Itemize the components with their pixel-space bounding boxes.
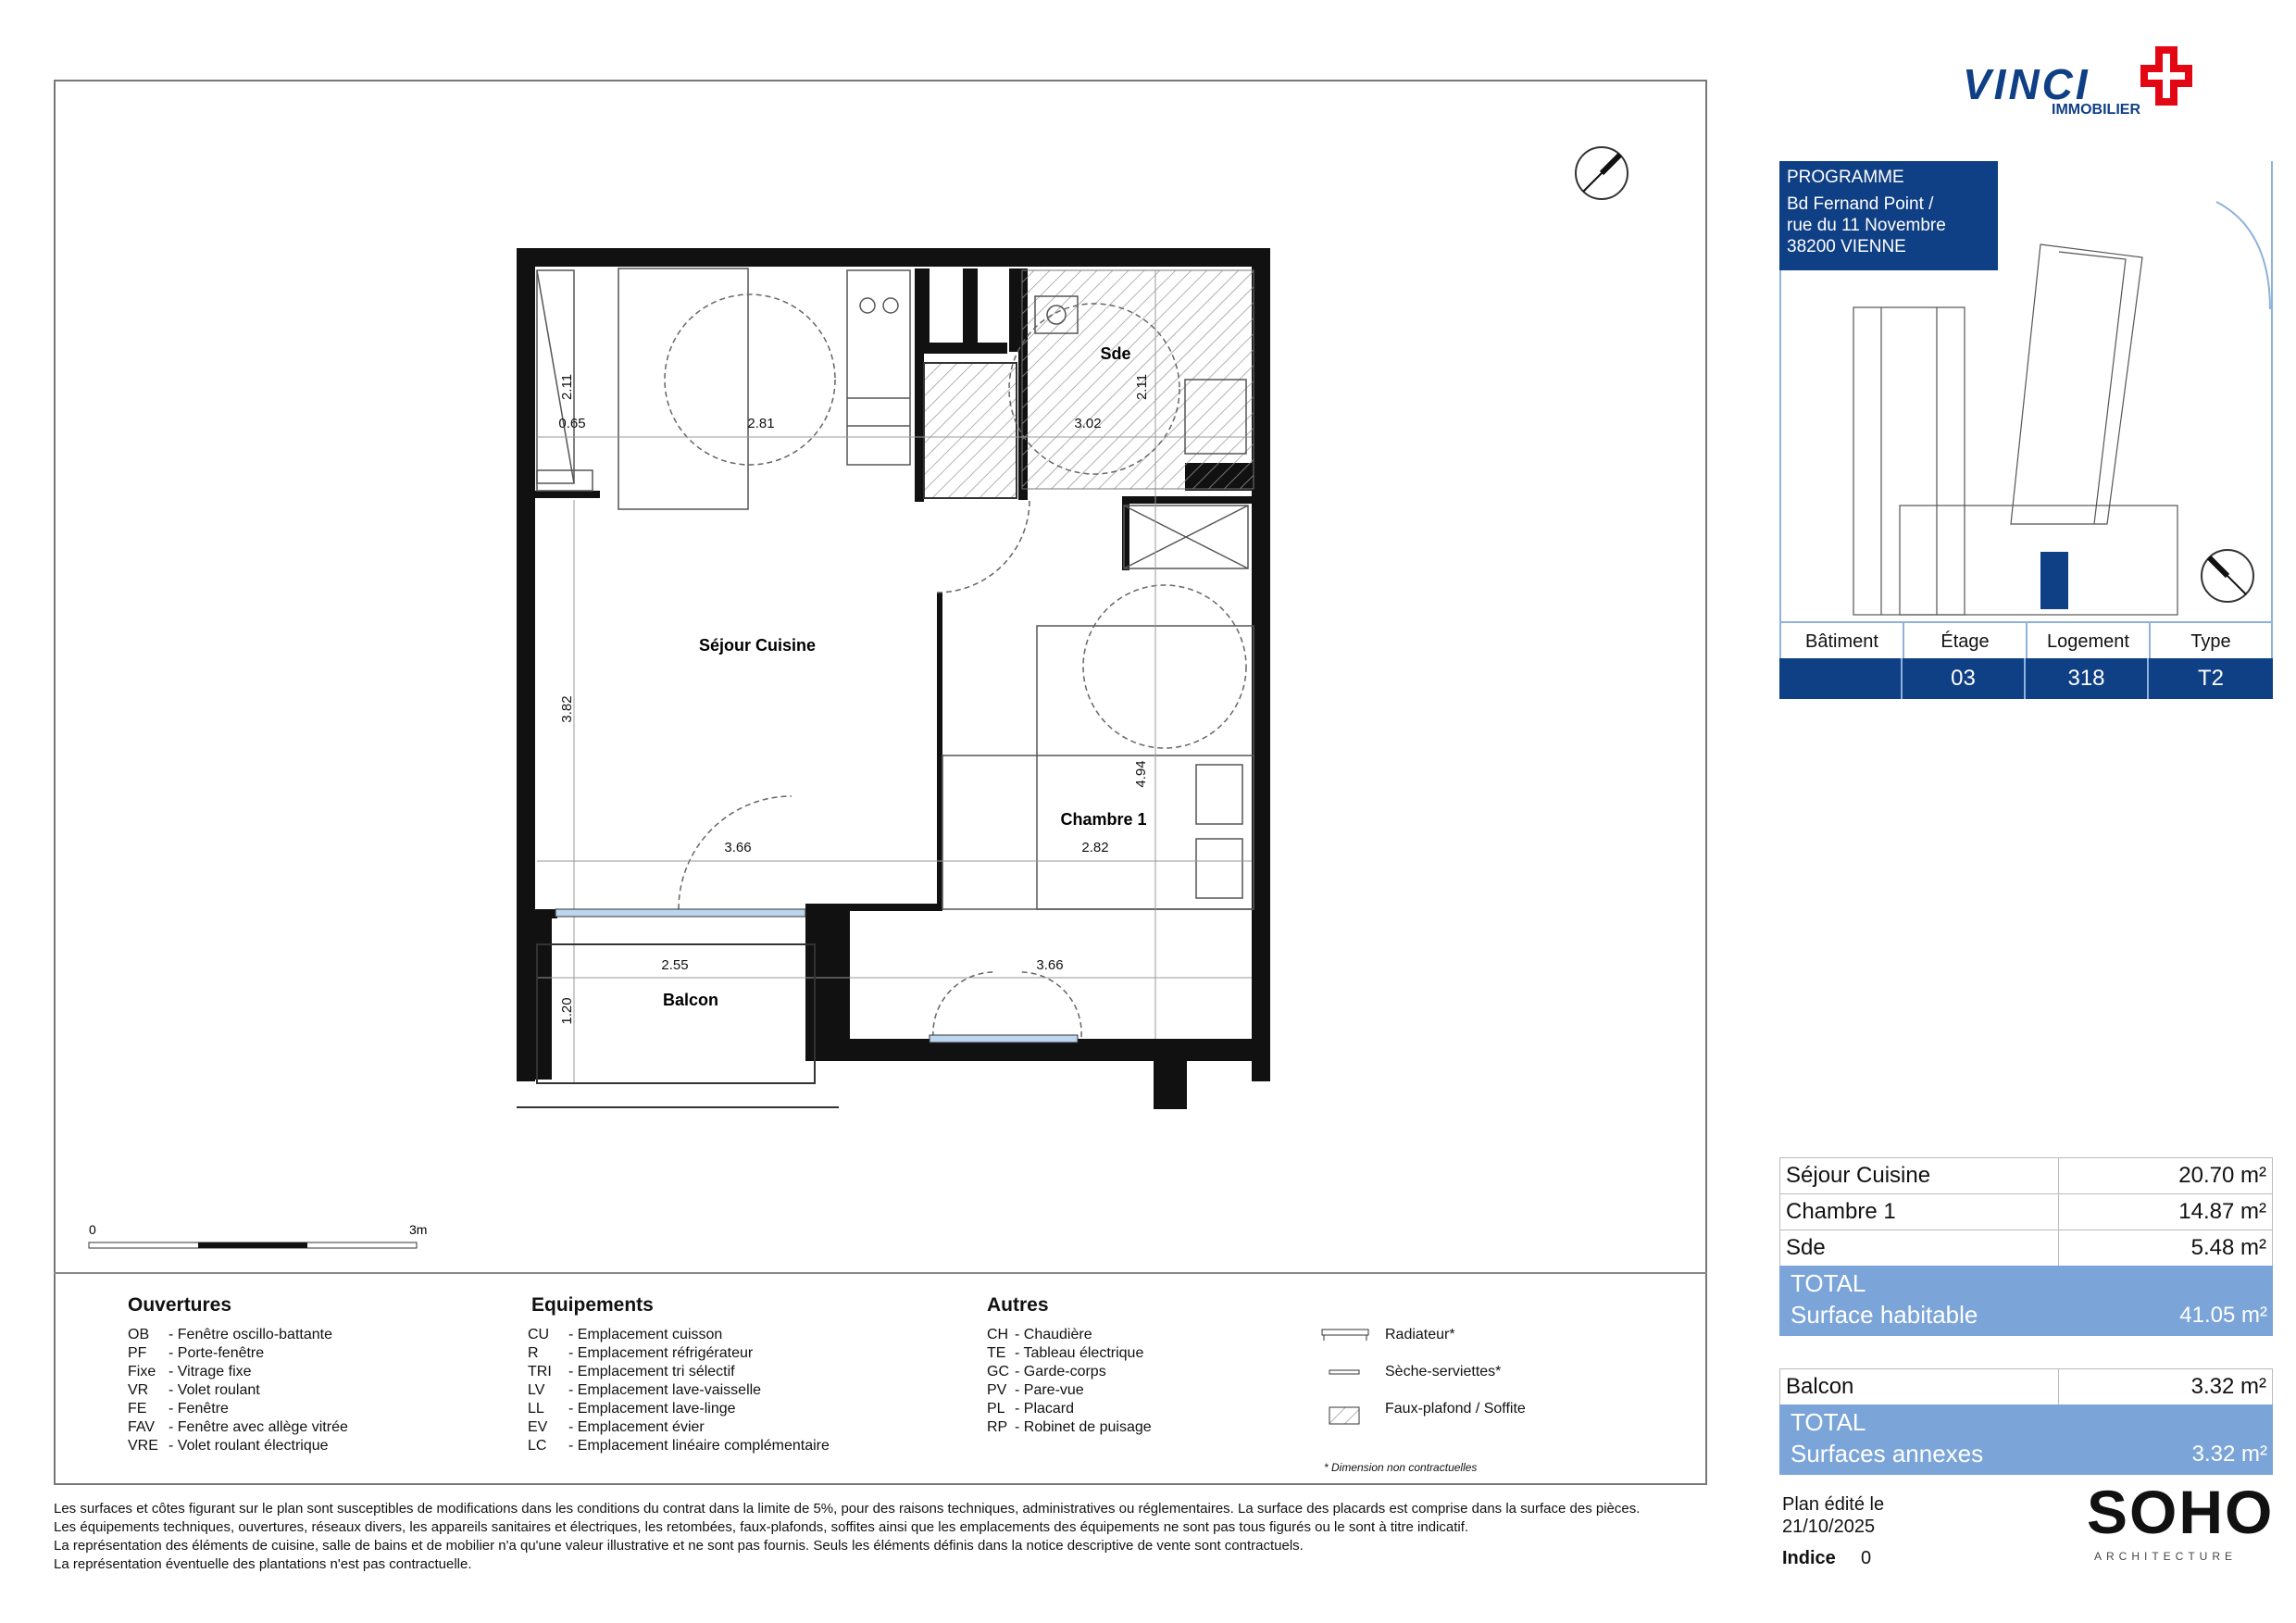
total-annexes — [1779, 1405, 2273, 1475]
total-annexes-label-1: TOTAL — [1791, 1408, 1866, 1436]
legend-item-code: TRI — [528, 1364, 552, 1380]
legend-item-label: - Emplacement évier — [568, 1419, 705, 1435]
radiateur-icon — [1322, 1330, 1368, 1341]
legend-item — [987, 1381, 1152, 1400]
dim-label: 2.81 — [747, 416, 775, 431]
header-logement: Logement — [2026, 621, 2151, 658]
dim-label: 3.66 — [724, 840, 752, 855]
legend-item-label: - Garde-corps — [1015, 1364, 1106, 1380]
dim-label: 2.11 — [559, 373, 575, 401]
dim-label: 0.65 — [558, 416, 586, 431]
info-table-header — [1779, 621, 2273, 658]
legend-item-label: - Chaudière — [1015, 1327, 1092, 1342]
vinci-plus-icon — [2139, 46, 2192, 115]
surface-row — [1779, 1230, 2273, 1266]
legend-item-code: VR — [128, 1382, 149, 1398]
legend-symbols — [1318, 1324, 1383, 1426]
faux-plafond-icon — [1329, 1407, 1359, 1424]
value-batiment — [1779, 658, 1903, 699]
legend-item-code: LV — [528, 1382, 545, 1398]
value-etage: 03 — [1903, 658, 2026, 699]
surface-value: 3.32 m² — [2190, 1374, 2266, 1399]
legend-item-code: CU — [528, 1327, 550, 1342]
surface-value: 20.70 m² — [2178, 1163, 2266, 1188]
programme-address-1: Bd Fernand Point / — [1787, 194, 1934, 214]
total-annexes-label-2: Surfaces annexes — [1791, 1440, 1984, 1467]
total-habitable-value: 41.05 m² — [2179, 1303, 2267, 1328]
legend-item — [987, 1344, 1152, 1363]
value-logement: 318 — [2026, 658, 2149, 699]
surface-name: Sde — [1780, 1230, 2059, 1266]
legend-item — [528, 1381, 830, 1400]
room-chambre: Chambre 1 — [1060, 810, 1147, 829]
room-sde: Sde — [1100, 344, 1131, 363]
surfaces-annexes-table — [1779, 1368, 2273, 1475]
legend-equipements-list — [528, 1326, 830, 1455]
legend-item-label: - Emplacement réfrigérateur — [568, 1345, 754, 1361]
legend-item-label: - Emplacement lave-linge — [568, 1401, 736, 1417]
legend-item-code: R — [528, 1345, 539, 1361]
legend-note: * Dimension non contractuelles — [1324, 1461, 1478, 1474]
legend-item-code: FAV — [128, 1419, 156, 1435]
surface-row — [1779, 1193, 2273, 1230]
surface-row — [1779, 1157, 2273, 1193]
legend-item-code: PV — [987, 1382, 1007, 1398]
legend-item — [987, 1363, 1152, 1381]
surface-row — [1779, 1368, 2273, 1405]
legend-item-label: - Vitrage fixe — [168, 1364, 252, 1380]
surface-value: 5.48 m² — [2190, 1235, 2266, 1260]
disclaimer-4: La représentation éventuelle des plantations n'est pas contractuelle. — [54, 1556, 472, 1572]
legend-item — [987, 1326, 1152, 1344]
surface-name: Chambre 1 — [1780, 1194, 2059, 1230]
legend-item-label: - Emplacement linéaire complémentaire — [568, 1438, 830, 1454]
legend-item-label: - Placard — [1015, 1401, 1075, 1417]
legend-autres-title: Autres — [987, 1294, 1049, 1316]
scale-start: 0 — [89, 1222, 96, 1237]
surface-name: Séjour Cuisine — [1780, 1158, 2059, 1193]
dim-label: 3.02 — [1074, 416, 1102, 431]
edited-label: Plan édité le — [1782, 1494, 1885, 1515]
legend-autres-list — [987, 1326, 1152, 1437]
legend-item-label: - Volet roulant — [168, 1382, 260, 1398]
legend-item — [128, 1400, 348, 1418]
info-table — [1779, 621, 2273, 699]
legend-item-label: - Emplacement tri sélectif — [568, 1364, 735, 1380]
vinci-logo-sub: IMMOBILIER — [2052, 102, 2140, 118]
legend-item-code: RP — [987, 1419, 1008, 1435]
legend-item-code: LC — [528, 1438, 547, 1454]
indice-value: 0 — [1861, 1548, 1872, 1568]
legend-item-code: EV — [528, 1419, 548, 1435]
legend-item-code: FE — [128, 1401, 147, 1417]
legend-item-label: - Fenêtre avec allège vitrée — [168, 1419, 348, 1435]
header-batiment: Bâtiment — [1779, 621, 1904, 658]
legend-item — [128, 1344, 348, 1363]
legend-seche: Sèche-serviettes* — [1385, 1364, 1502, 1380]
north-arrow-icon — [1576, 147, 1628, 199]
legend-item-label: - Volet roulant électrique — [168, 1438, 329, 1454]
legend-item-code: GC — [987, 1364, 1009, 1380]
programme-address-2: rue du 11 Novembre — [1787, 216, 1946, 235]
legend-item-code: TE — [987, 1345, 1006, 1361]
site-unit-highlight — [2040, 552, 2068, 609]
surfaces-habitable-table — [1779, 1157, 2273, 1336]
legend-item-code: Fixe — [128, 1364, 156, 1380]
legend-item-code: PF — [128, 1345, 147, 1361]
legend-item — [128, 1381, 348, 1400]
legend-item-code: OB — [128, 1327, 150, 1342]
dim-label: 1.20 — [559, 997, 575, 1025]
seche-serviettes-icon — [1329, 1370, 1359, 1374]
legend-ouvertures-title: Ouvertures — [128, 1294, 232, 1316]
value-type: T2 — [2149, 658, 2273, 699]
disclaimer-2: Les équipements techniques, ouvertures, réseaux divers, les appareils sanitaires et électriques, les retombées, faux-plafonds, soffites ainsi que les emplacements des équipements ne sont pas tous figurés ou le sont à titre indicatif. — [54, 1519, 1469, 1535]
dim-label: 4.94 — [1133, 760, 1149, 788]
legend-item-label: - Fenêtre oscillo-battante — [168, 1327, 332, 1342]
legend-equipements-title: Equipements — [531, 1294, 654, 1316]
legend-item-code: PL — [987, 1401, 1005, 1417]
legend-item-label: - Tableau électrique — [1015, 1345, 1144, 1361]
indice-label: Indice — [1782, 1548, 1836, 1568]
legend-item — [128, 1363, 348, 1381]
shower — [924, 363, 1017, 498]
legend-item — [528, 1344, 830, 1363]
legend-item-label: - Emplacement cuisson — [568, 1327, 723, 1342]
edited-date: 21/10/2025 — [1782, 1517, 1876, 1537]
legend-item — [128, 1437, 348, 1455]
legend-item — [987, 1400, 1152, 1418]
vinci-logo — [1963, 59, 2140, 118]
legend-item — [528, 1437, 830, 1455]
legend-item-code: CH — [987, 1327, 1009, 1342]
legend-radiateur: Radiateur* — [1385, 1327, 1455, 1342]
room-sejour: Séjour Cuisine — [698, 636, 817, 655]
soho-logo-sub: ARCHITECTURE — [2094, 1550, 2238, 1563]
header-etage: Étage — [1903, 621, 2028, 658]
legend-item-code: VRE — [128, 1438, 158, 1454]
legend-item-code: LL — [528, 1401, 544, 1417]
surface-value: 14.87 m² — [2178, 1199, 2266, 1224]
legend-item — [528, 1326, 830, 1344]
legend-item — [987, 1418, 1152, 1437]
disclaimer-1: Les surfaces et côtes figurant sur le plan sont susceptibles de modifications dans les conditions du contrat dans la limite de 5%, pour des raisons techniques, administratives ou réglementaires. La surface des placards est comprise dans la surface des pièces. — [54, 1501, 1641, 1517]
info-table-values — [1779, 658, 2273, 699]
legend-item-label: - Pare-vue — [1015, 1382, 1084, 1398]
legend-item — [528, 1363, 830, 1381]
programme-heading: PROGRAMME — [1787, 168, 1904, 187]
total-annexes-value: 3.32 m² — [2191, 1442, 2267, 1467]
legend-item-label: - Robinet de puisage — [1015, 1419, 1152, 1435]
soho-logo: SOHO — [2087, 1478, 2275, 1546]
disclaimer-3: La représentation des éléments de cuisine, salle de bains et de mobilier n'a qu'une valeur illustrative et ne sont pas fournis. Seuls les éléments définis dans la notice descriptive de vente sont contractuels. — [54, 1538, 1304, 1554]
legend-item — [128, 1418, 348, 1437]
total-habitable-label-1: TOTAL — [1791, 1269, 1866, 1297]
surface-name: Balcon — [1780, 1369, 2059, 1405]
legend-ouvertures-list — [128, 1326, 348, 1455]
room-balcon: Balcon — [662, 991, 719, 1009]
dim-label: 3.66 — [1036, 957, 1064, 973]
dim-label: 2.82 — [1081, 840, 1109, 855]
programme-box — [1779, 161, 1998, 270]
legend-faux-plafond: Faux-plafond / Soffite — [1385, 1401, 1526, 1417]
vinci-logo-text: VINCI — [1963, 60, 2090, 108]
programme-address-3: 38200 VIENNE — [1787, 237, 1906, 256]
legend-item-label: - Emplacement lave-vaisselle — [568, 1382, 762, 1398]
dim-label: 2.55 — [661, 957, 689, 973]
legend-item — [528, 1418, 830, 1437]
header-type: Type — [2149, 621, 2273, 658]
site-north-arrow-icon — [2202, 550, 2253, 602]
scale-bar — [89, 1222, 427, 1248]
scale-end: 3m — [409, 1222, 428, 1237]
legend-item — [128, 1326, 348, 1344]
legend-item-label: - Porte-fenêtre — [168, 1345, 265, 1361]
dim-label: 2.11 — [1134, 373, 1150, 401]
legend-item-label: - Fenêtre — [168, 1401, 229, 1417]
total-habitable — [1779, 1266, 2273, 1336]
legend-item — [528, 1400, 830, 1418]
total-habitable-label-2: Surface habitable — [1791, 1301, 1978, 1329]
dim-label: 3.82 — [559, 695, 575, 723]
